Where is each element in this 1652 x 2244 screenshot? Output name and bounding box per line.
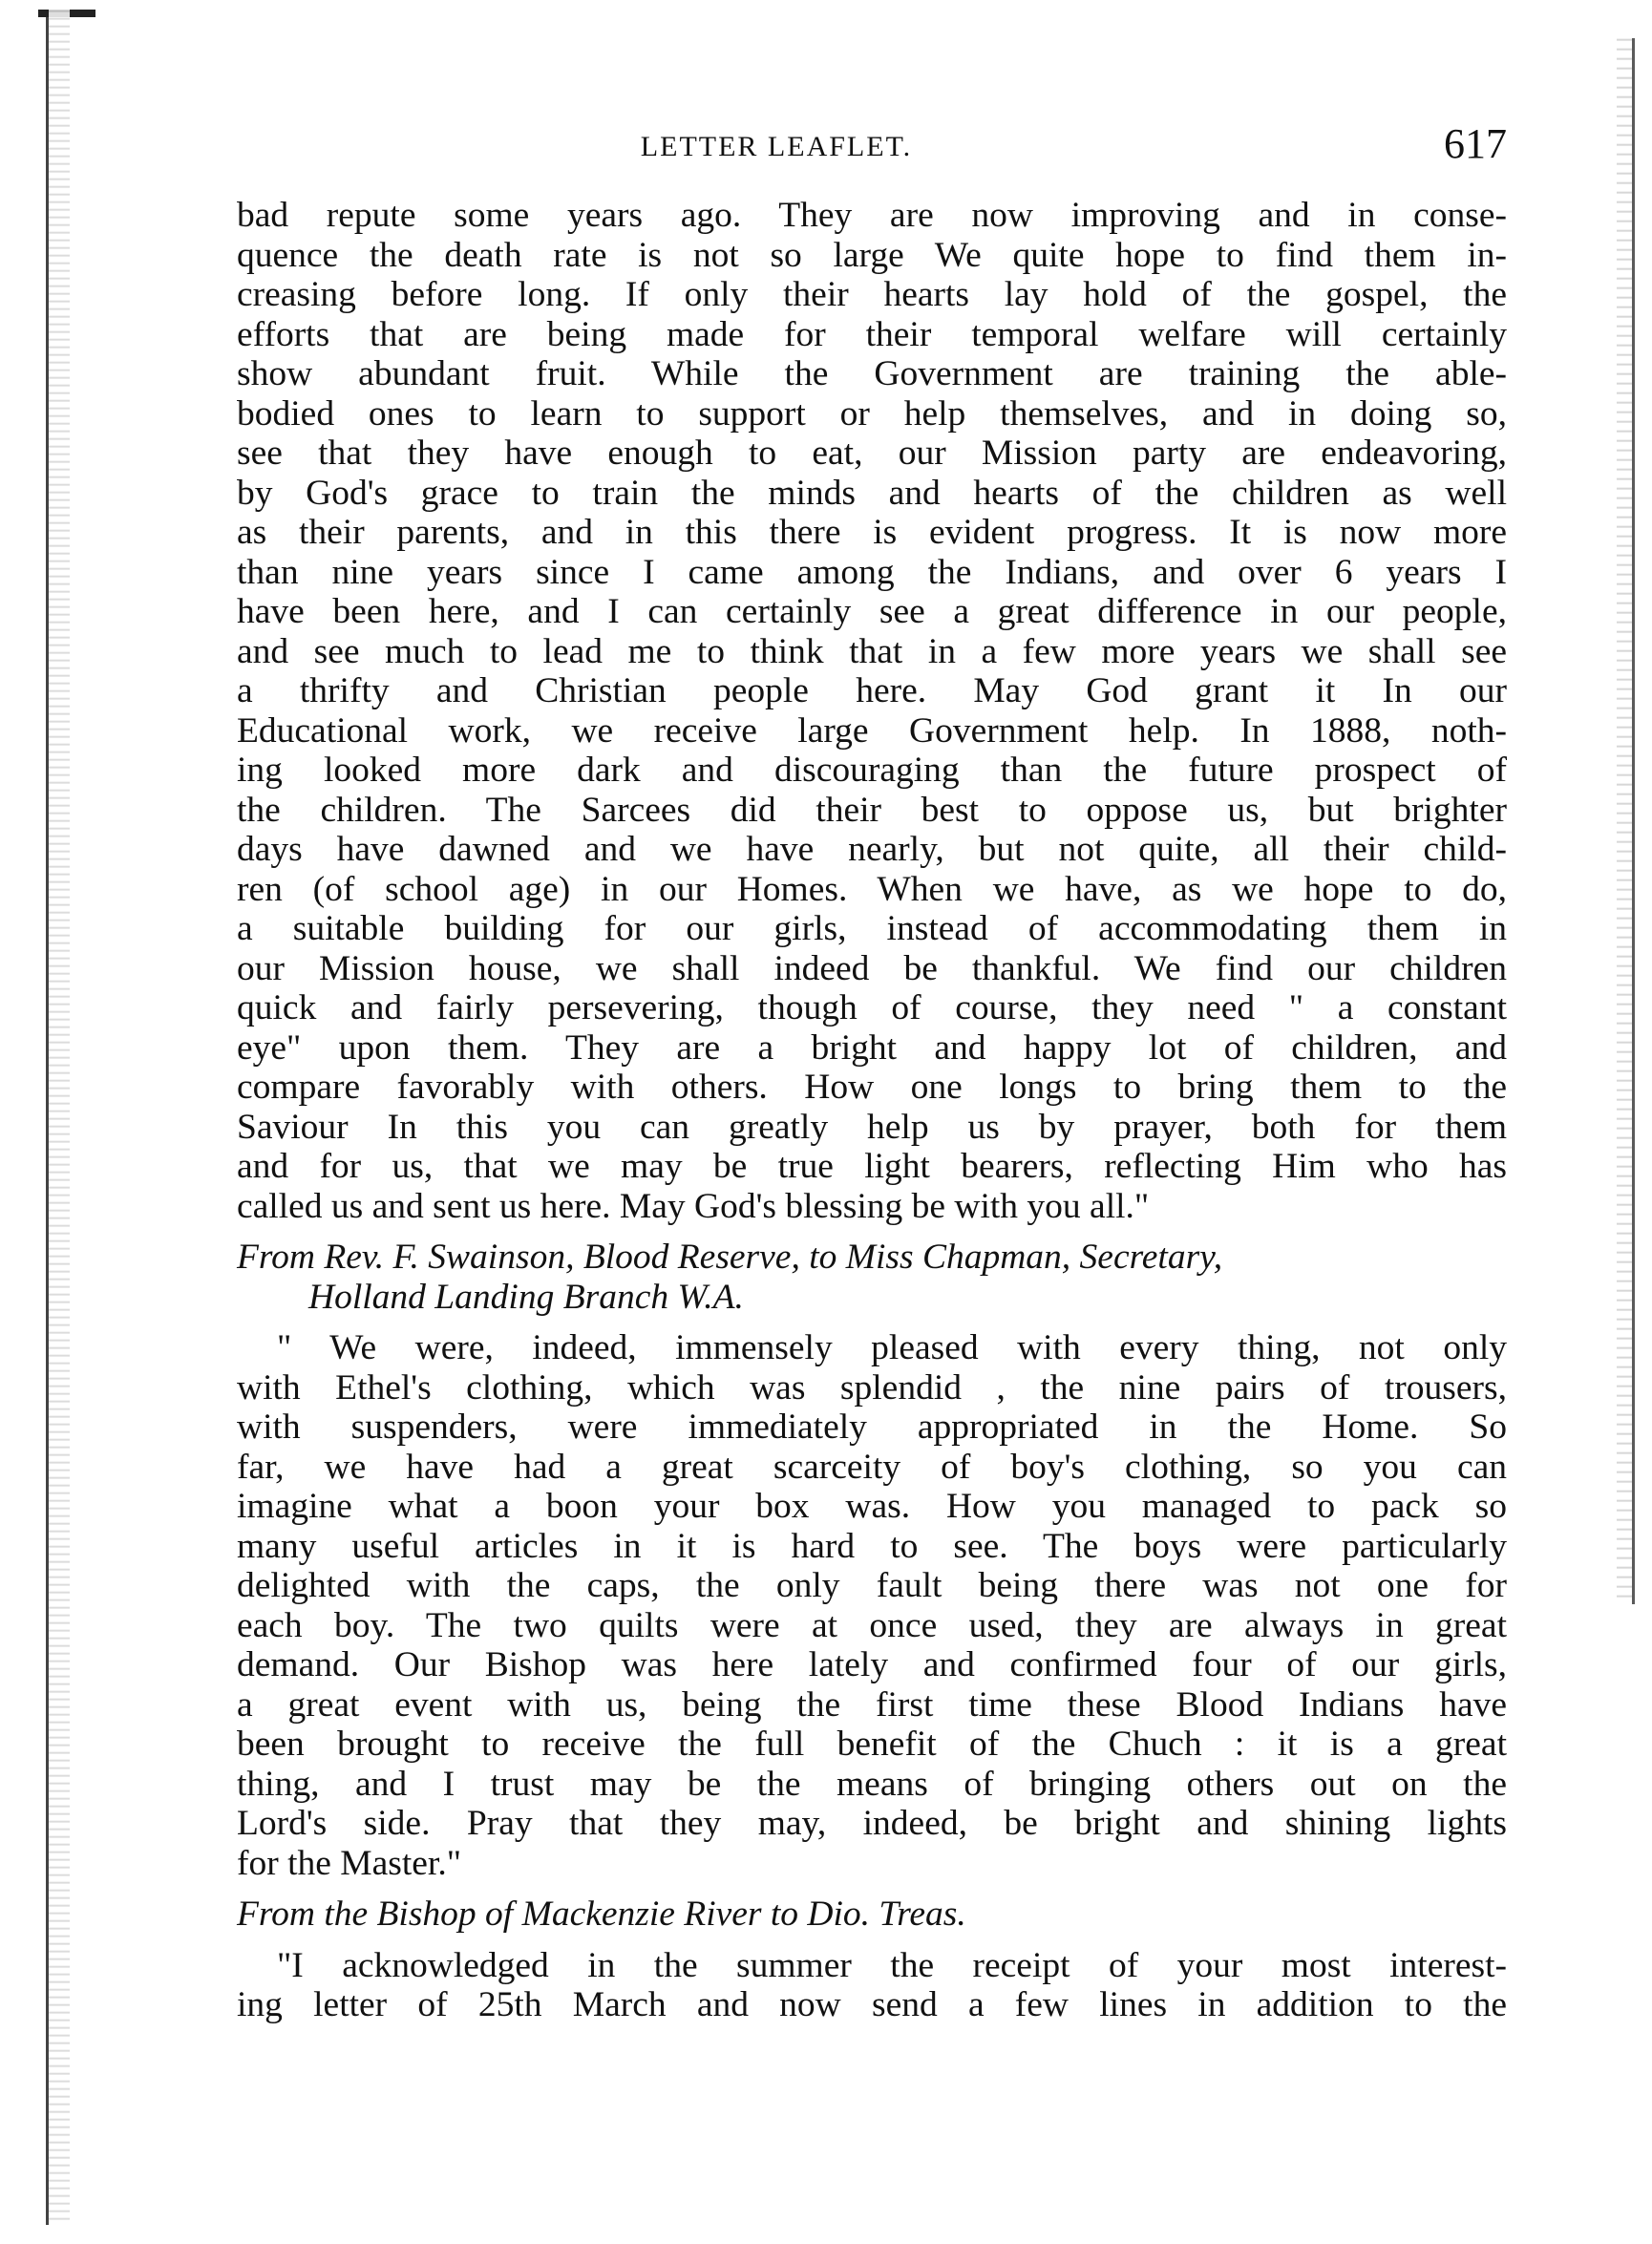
text-line: quence the death rate is not so large We quite hope to find them in- — [237, 235, 1507, 275]
text-line: "I acknowledged in the summer the receipt of your most interest- — [277, 1945, 1507, 1985]
text-line: bad repute some years ago. They are now improving and in conse- — [237, 196, 1507, 235]
text-line: a great event with us, being the first time these Blood Indians have — [237, 1684, 1507, 1725]
text-line: bodied ones to learn to support or help themselves, and in doing so, — [237, 393, 1507, 434]
scan-left-edge — [46, 10, 70, 2225]
text-line: days have dawned and we have nearly, but not quite, all their child- — [237, 830, 1507, 869]
text-line: efforts that are being made for their temporal welfare will certainly — [237, 314, 1507, 354]
text-line: with Ethel's clothing, which was splendid , the nine pairs of trousers, — [237, 1367, 1507, 1408]
text-line: creasing before long. If only their hearts lay hold of the gospel, the — [237, 275, 1507, 314]
text-line: by God's grace to train the minds and hearts of the children as well — [237, 473, 1507, 513]
paragraph-2 — [237, 1328, 1507, 1883]
heading-line: Holland Landing Branch W.A. — [308, 1277, 744, 1317]
text-line: Educational work, we receive large Government help. In 1888, noth- — [237, 710, 1507, 751]
running-title: LETTER LEAFLET. — [640, 131, 913, 162]
text-line: called us and sent us here. May God's blessing be with you all." — [237, 1186, 1150, 1226]
text-line: demand. Our Bishop was here lately and confirmed four of our girls, — [237, 1645, 1507, 1684]
text-line: for the Master." — [237, 1843, 462, 1883]
text-line: imagine what a boon your box was. How you managed to pack so — [237, 1487, 1507, 1526]
text-line: " We were, indeed, immensely pleased with every thing, not only — [277, 1328, 1507, 1367]
text-line: a thrifty and Christian people here. May God grant it In our — [237, 671, 1507, 710]
text-line: than nine years since I came among the Indians, and over 6 years I — [237, 552, 1507, 592]
letter-heading-1 — [237, 1238, 1507, 1317]
text-line: eye" upon them. They are a bright and happy lot of children, and — [237, 1027, 1507, 1068]
text-line: ing letter of 25th March and now send a few lines in addition to the — [237, 1985, 1507, 2024]
text-line: thing, and I trust may be the means of bringing others out on the — [237, 1764, 1507, 1804]
running-head — [237, 119, 1507, 177]
text-line: Saviour In this you can greatly help us by prayer, both for them — [237, 1107, 1507, 1147]
paragraph-3 — [237, 1946, 1507, 2025]
text-line: been brought to receive the full benefit of the Chuch : it is a great — [237, 1725, 1507, 1764]
text-line: have been here, and I can certainly see a great difference in our people, — [237, 592, 1507, 631]
text-line: ing looked more dark and discouraging than the future prospect of — [237, 751, 1507, 790]
text-line: see that they have enough to eat, our Mission party are endeavoring, — [237, 434, 1507, 473]
scan-right-edge — [1617, 38, 1635, 1604]
text-line: quick and fairly persevering, though of course, they need " a constant — [237, 988, 1507, 1027]
text-line: and see much to lead me to think that in a few more years we shall see — [237, 631, 1507, 671]
heading-line: From the Bishop of Mackenzie River to Dio. Treas. — [237, 1895, 966, 1934]
text-line: compare favorably with others. How one longs to bring them to the — [237, 1068, 1507, 1107]
text-line: many useful articles in it is hard to see. The boys were particularly — [237, 1526, 1507, 1566]
text-line: far, we have had a great scarceity of boy's clothing, so you can — [237, 1447, 1507, 1487]
text-line: each boy. The two quilts were at once used, they are always in great — [237, 1605, 1507, 1645]
text-line: Lord's side. Pray that they may, indeed, be bright and shining lights — [237, 1804, 1507, 1843]
text-line: and for us, that we may be true light bearers, reflecting Him who has — [237, 1147, 1507, 1186]
text-line: our Mission house, we shall indeed be thankful. We find our children — [237, 948, 1507, 988]
text-line: show abundant fruit. While the Government are training the able- — [237, 354, 1507, 393]
text-line: delighted with the caps, the only fault being there was not one for — [237, 1566, 1507, 1605]
text-line: as their parents, and in this there is evident progress. It is now more — [237, 513, 1507, 552]
text-line: ren (of school age) in our Homes. When we have, as we hope to do, — [237, 869, 1507, 909]
page-text — [237, 196, 1507, 2025]
heading-line: From Rev. F. Swainson, Blood Reserve, to Miss Chapman, Secretary, — [237, 1238, 1223, 1277]
letter-heading-2 — [237, 1895, 1507, 1935]
text-line: a suitable building for our girls, instead of accommodating them in — [237, 909, 1507, 948]
text-line: with suspenders, were immediately appropriated in the Home. So — [237, 1408, 1507, 1447]
text-line: the children. The Sarcees did their best to oppose us, but brighter — [237, 790, 1507, 830]
page-number: 617 — [1444, 120, 1507, 167]
paragraph-1 — [237, 196, 1507, 1226]
